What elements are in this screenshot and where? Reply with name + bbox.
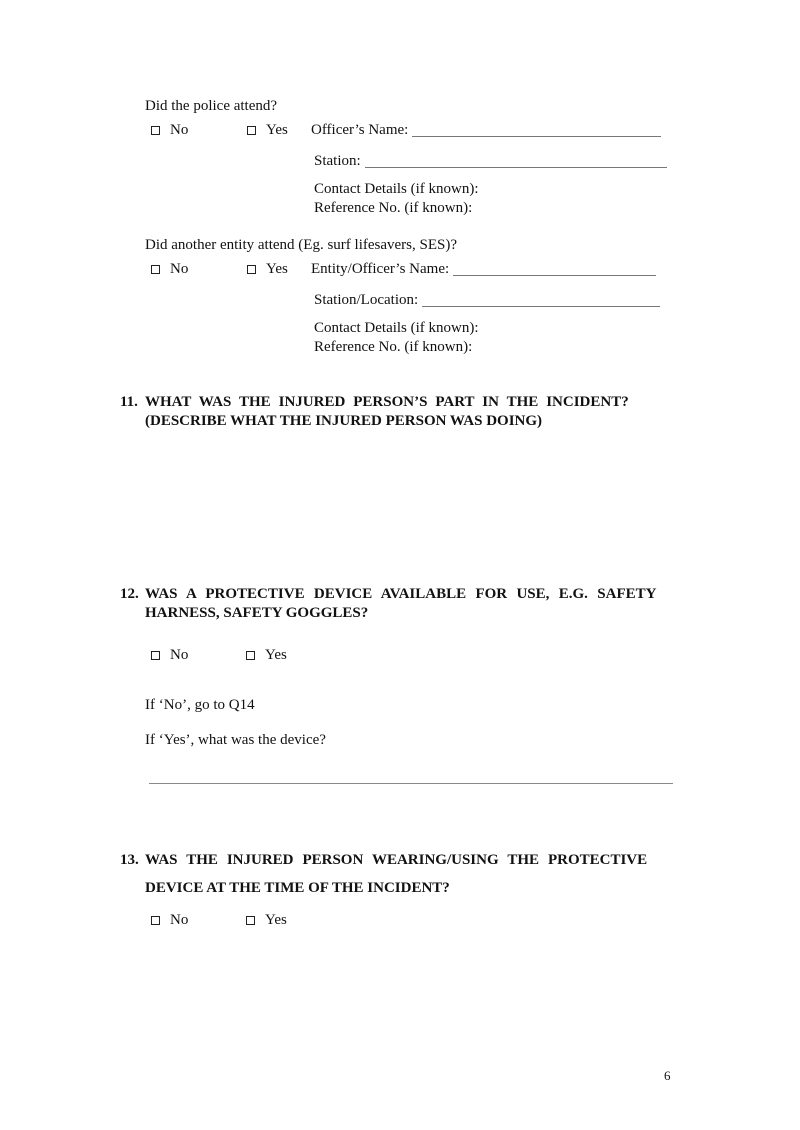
q11-line2: (DESCRIBE WHAT THE INJURED PERSON WAS DOING) (145, 413, 543, 429)
checkbox-icon[interactable] (247, 265, 256, 274)
q13-line1: WAS THE INJURED PERSON WEARING/USING THE PROTECTIVE (145, 852, 648, 868)
checkbox-icon[interactable] (151, 916, 160, 925)
checkbox-icon[interactable] (151, 126, 160, 135)
page-number: 6 (664, 1068, 671, 1083)
q13-number: 13. (120, 852, 139, 868)
checkbox-icon[interactable] (151, 265, 160, 274)
q13-yes-option[interactable] (246, 911, 287, 930)
police-yes-label: Yes (266, 122, 288, 138)
police-question: Did the police attend? (145, 98, 278, 114)
q12-line1: WAS A PROTECTIVE DEVICE AVAILABLE FOR USE, E.G. SAFETY (145, 586, 657, 602)
q11-number: 11. (120, 394, 138, 410)
entity-officer-name-input[interactable] (453, 261, 656, 276)
police-station-input[interactable] (365, 153, 667, 168)
police-officer-name-field (311, 121, 661, 140)
q13-heading (145, 851, 670, 898)
police-officer-name-input[interactable] (412, 122, 661, 137)
entity-station-field (314, 291, 660, 310)
checkbox-icon[interactable] (151, 651, 160, 660)
police-station-field (314, 152, 667, 171)
entity-station-label: Station/Location: (314, 292, 419, 308)
checkbox-icon[interactable] (247, 126, 256, 135)
entity-no-option[interactable] (151, 260, 188, 279)
q11-heading (145, 393, 656, 431)
q12-line2: HARNESS, SAFETY GOGGLES? (145, 605, 369, 621)
q13-no-option[interactable] (151, 911, 188, 930)
police-officer-name-label: Officer’s Name: (311, 122, 409, 138)
q12-no-label: No (170, 647, 189, 663)
checkbox-icon[interactable] (246, 651, 255, 660)
q11-line1: WHAT WAS THE INJURED PERSON’S PART IN THE INCIDENT? (145, 394, 629, 410)
q13-yes-label: Yes (265, 912, 287, 928)
q12-device-answer-line[interactable] (149, 783, 673, 784)
entity-no-label: No (170, 261, 189, 277)
police-reference-label: Reference No. (if known): (314, 200, 473, 216)
police-no-option[interactable] (151, 121, 188, 140)
entity-yes-option[interactable] (247, 260, 288, 279)
checkbox-icon[interactable] (246, 916, 255, 925)
entity-reference-label: Reference No. (if known): (314, 339, 473, 355)
q12-if-yes-prompt: If ‘Yes’, what was the device? (145, 732, 326, 748)
police-yes-option[interactable] (247, 121, 288, 140)
q12-if-no-instruction: If ‘No’, go to Q14 (145, 697, 255, 713)
police-no-label: No (170, 122, 189, 138)
q11-line1-row (145, 393, 656, 412)
entity-officer-name-label: Entity/Officer’s Name: (311, 261, 450, 277)
entity-yes-label: Yes (266, 261, 288, 277)
entity-question: Did another entity attend (Eg. surf lifesavers, SES)? (145, 237, 457, 253)
entity-contact-label: Contact Details (if known): (314, 320, 479, 336)
police-contact-label: Contact Details (if known): (314, 181, 479, 197)
q12-yes-label: Yes (265, 647, 287, 663)
q12-number: 12. (120, 586, 139, 602)
q13-line2: DEVICE AT THE TIME OF THE INCIDENT? (145, 880, 450, 896)
entity-officer-name-field (311, 260, 656, 279)
q12-yes-option[interactable] (246, 646, 287, 665)
q12-no-option[interactable] (151, 646, 188, 665)
entity-station-input[interactable] (422, 292, 660, 307)
police-station-label: Station: (314, 153, 361, 169)
q13-no-label: No (170, 912, 189, 928)
q11-answer-area[interactable] (145, 440, 675, 570)
q12-heading (145, 585, 676, 623)
